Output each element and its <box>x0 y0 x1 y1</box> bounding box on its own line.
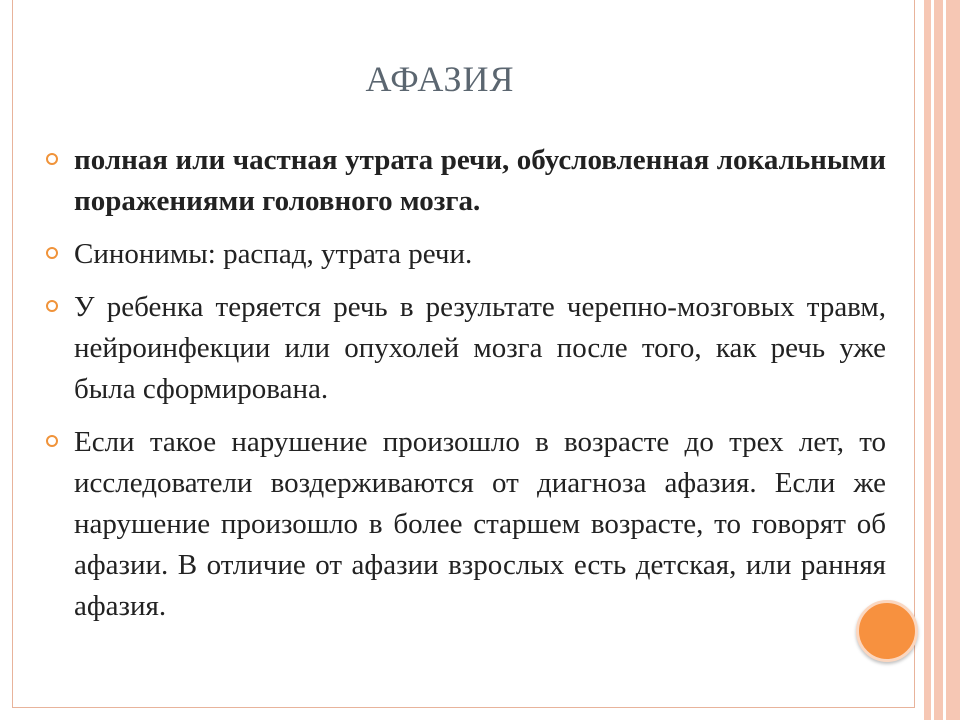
slide-title: АФАЗИЯ <box>365 59 515 99</box>
bullet-text-3: У ребенка теряется речь в результате черепно-мозговых травм, нейроинфекции или опухолей мозга после того, как речь уже была сформирована. <box>74 291 886 405</box>
bullet-text-2: Синонимы: распад, утрата речи. <box>74 238 473 270</box>
decor-stripe-1 <box>924 0 931 720</box>
decor-stripe-3 <box>946 0 960 720</box>
bullet-ring-icon <box>46 300 58 312</box>
bullet-item-1 <box>44 140 886 222</box>
bullet-item-4 <box>44 422 886 627</box>
decor-stripe-2 <box>934 0 943 720</box>
bullet-list <box>44 140 886 639</box>
bullet-text-1: полная или частная утрата речи, обусловленная локальными поражениями головного мозга. <box>74 144 886 217</box>
bullet-text-4: Если такое нарушение произошло в возрасте до трех лет, то исследователи воздерживаются от диагноза афазия. Если же нарушение произошло в более старшем возрасте, то говорят об афазии. В отличие от афазии взрослых есть детская, или ранняя афазия. <box>74 426 886 622</box>
bullet-item-3 <box>44 287 886 410</box>
bullet-ring-icon <box>46 153 58 165</box>
bullet-ring-icon <box>46 247 58 259</box>
bullet-ring-icon <box>46 435 58 447</box>
bullet-item-2 <box>44 234 886 275</box>
orange-circle-decoration <box>856 600 918 662</box>
